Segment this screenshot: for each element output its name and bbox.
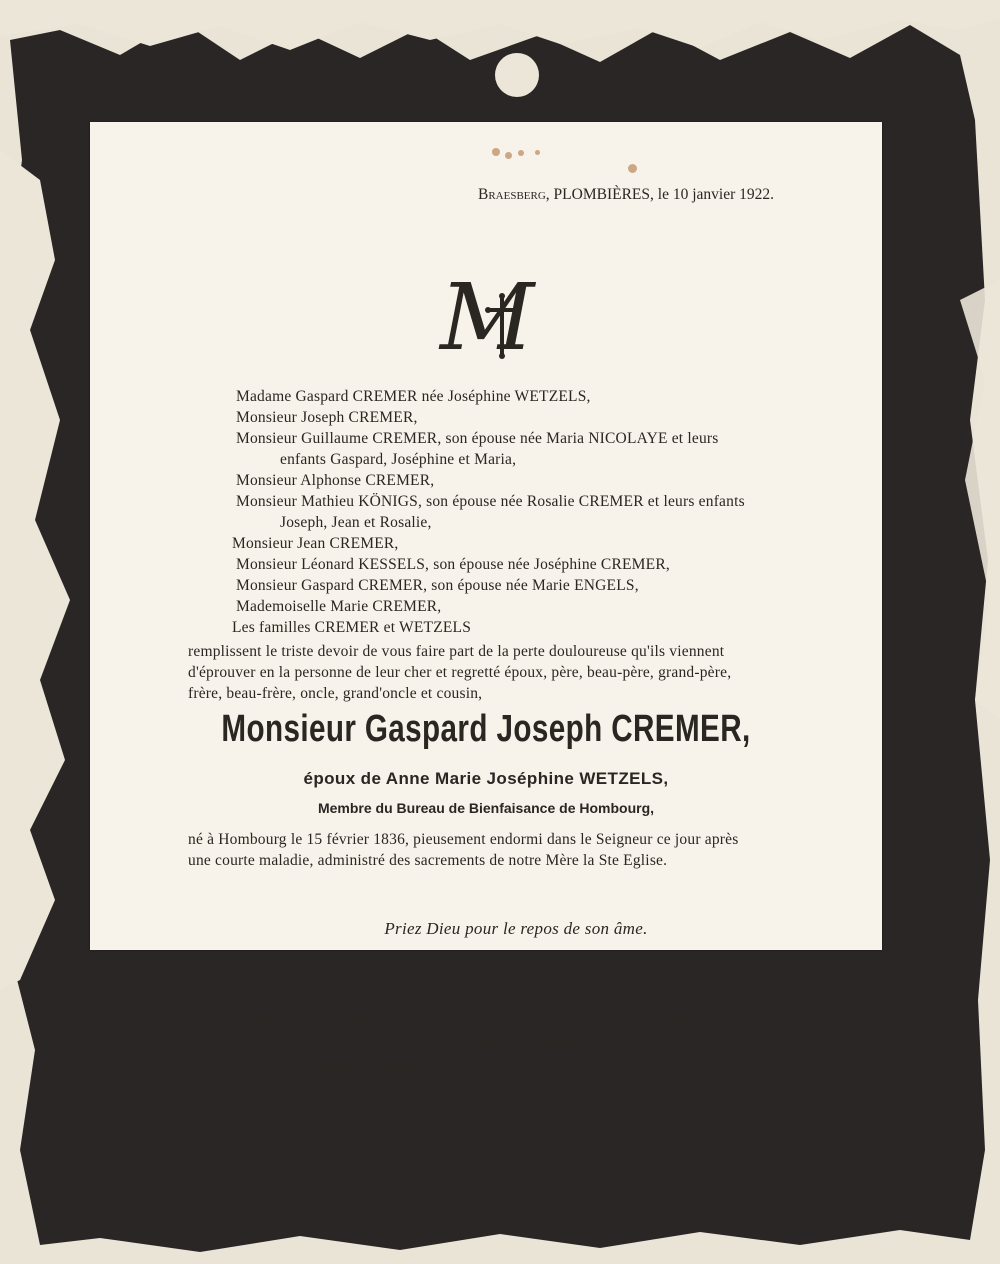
family-line: Joseph, Jean et Rosalie, <box>280 514 432 531</box>
funeral-line-3: Réunion à la maison mortuaire à 9 3/4 heures. <box>222 1058 517 1075</box>
funeral-time: , à 10 heures. <box>625 1033 711 1050</box>
funeral-line-1: Les obsèques solennelles, précédées des laudes et suivies de l'enterrement, auront <box>220 1012 742 1029</box>
family-line: Monsieur Guillaume CREMER, son épouse née Maria NICOLAYE et leurs <box>236 430 719 447</box>
deceased-role: Membre du Bureau de Bienfaisance de Hombourg, <box>317 800 655 816</box>
funeral-place: lieu en l'église paroissiale de Bleyberg le <box>188 1033 450 1050</box>
deceased-spouse: époux de Anne Marie Joséphine WETZELS, <box>303 769 669 788</box>
dateline-place: PLOMBIÈRES, <box>553 186 654 203</box>
details-line: né à Hombourg le 15 février 1836, pieusement endormi dans le Seigneur ce jour après <box>188 831 739 848</box>
family-line: Monsieur Mathieu KÖNIGS, son épouse née Rosalie CREMER et leurs enfants <box>236 493 745 510</box>
family-line: Mademoiselle Marie CREMER, <box>236 598 442 615</box>
dateline <box>478 186 774 204</box>
family-line: Madame Gaspard CREMER née Joséphine WETZELS, <box>236 388 591 405</box>
prayer: Priez Dieu pour le repos de son âme. <box>384 919 648 938</box>
monogram-letter: M <box>440 264 535 371</box>
funeral-line-2 <box>188 1033 710 1051</box>
family-line: Monsieur Léonard KESSELS, son épouse née Joséphine CREMER, <box>236 556 670 573</box>
announcement-line: remplissent le triste devoir de vous faire part de la perte douloureuse qu'ils viennent <box>188 643 725 660</box>
family-line: Les familles CREMER et WETZELS <box>232 619 472 636</box>
family-line: Monsieur Jean CREMER, <box>232 535 399 552</box>
dateline-locality: Braesberg, <box>478 186 550 203</box>
family-line: enfants Gaspard, Joséphine et Maria, <box>280 451 517 468</box>
announcement-card <box>90 122 882 950</box>
monogram <box>430 264 570 372</box>
deceased-name: Monsieur Gaspard Joseph CREMER, <box>221 708 751 750</box>
funeral-date: SAMEDI 14 janvier 1922 <box>453 1033 626 1050</box>
family-line: Monsieur Gaspard CREMER, son épouse née Marie ENGELS, <box>236 577 639 594</box>
family-line: Monsieur Joseph CREMER, <box>236 409 418 426</box>
dateline-date: le 10 janvier 1922. <box>657 186 774 203</box>
printer-credit: Au'et, Joseph Wil'em. <box>430 1098 530 1110</box>
details-line: une courte maladie, administré des sacrements de notre Mère la Ste Eglise. <box>188 852 668 869</box>
family-line: Monsieur Alphonse CREMER, <box>236 472 435 489</box>
announcement-line: frère, beau-frère, oncle, grand'oncle et cousin, <box>188 685 483 702</box>
announcement-line: d'éprouver en la personne de leur cher et regretté époux, père, beau-père, grand-père, <box>188 664 732 681</box>
